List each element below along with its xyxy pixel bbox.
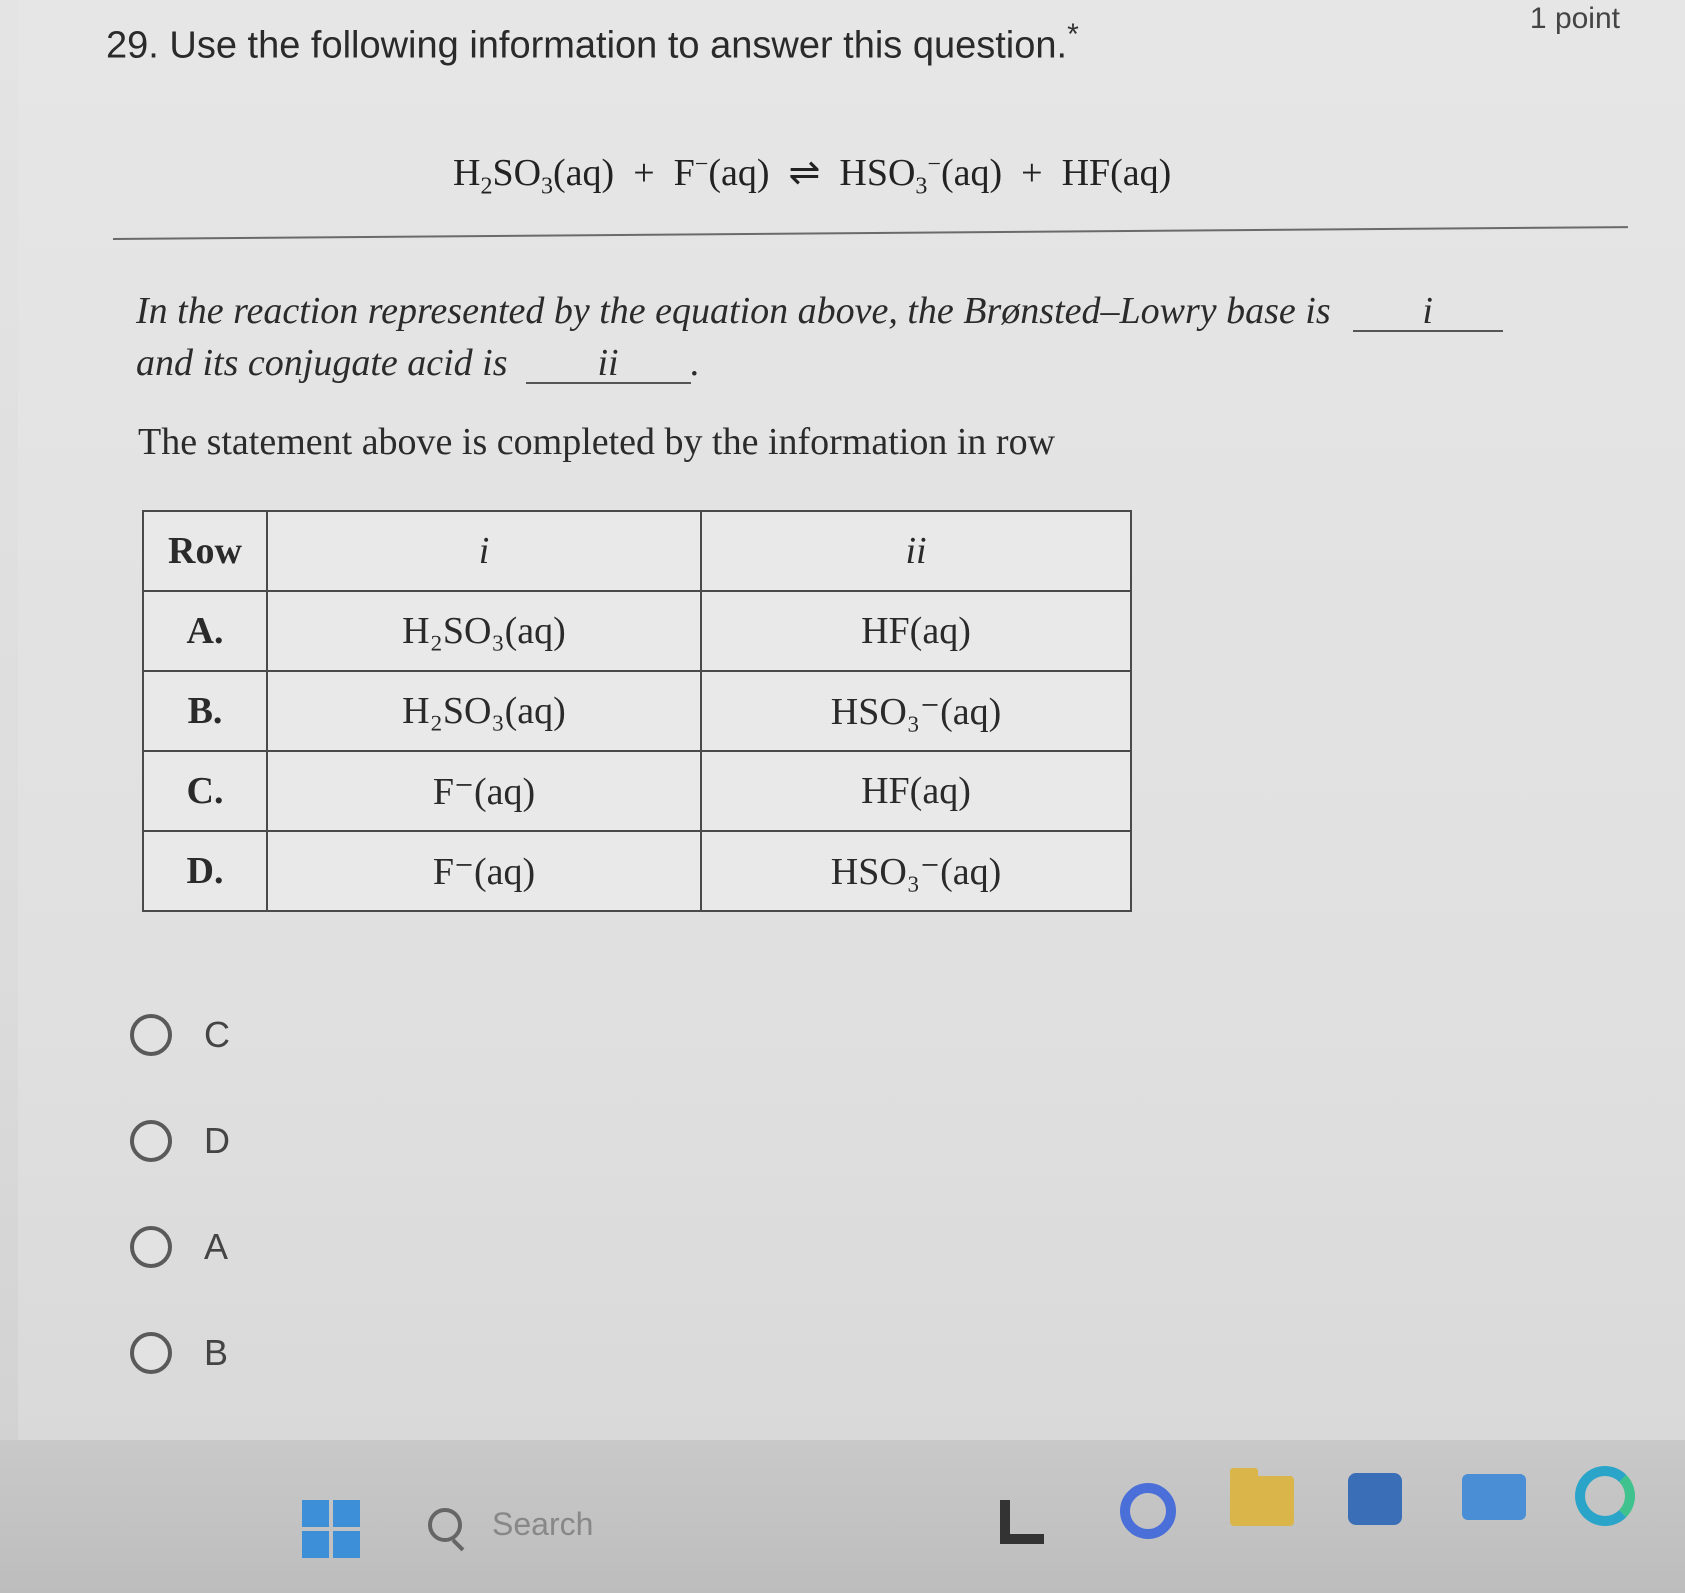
option-label: A	[204, 1226, 229, 1267]
eq-sub: 2	[480, 173, 493, 200]
taskbar-search-input[interactable]: Search	[492, 1506, 594, 1542]
taskbar	[0, 1440, 1685, 1593]
cell-i: H₂SO₃(aq)	[267, 671, 701, 751]
eq-sup: −	[927, 151, 941, 178]
radio-button[interactable]	[130, 1332, 172, 1374]
store-icon[interactable]	[1348, 1473, 1402, 1525]
cell-i: F⁻(aq)	[267, 751, 701, 831]
statement-text: The statement above is completed by the information in row	[138, 421, 1056, 463]
option-label: D	[204, 1120, 230, 1161]
eq-plus: +	[1021, 152, 1043, 194]
prompt-text: and its conjugate acid is	[136, 342, 508, 384]
cell-ii: HSO₃⁻(aq)	[701, 671, 1131, 751]
divider	[113, 226, 1628, 240]
question-title-text: 29. Use the following information to answer this question.	[106, 24, 1068, 67]
answer-options	[130, 982, 230, 1406]
eq-sub: 3	[915, 173, 928, 200]
chat-app-icon[interactable]	[1120, 1483, 1176, 1539]
radio-button[interactable]	[130, 1226, 172, 1268]
eq-term: H	[453, 152, 481, 194]
option-a[interactable]	[130, 1194, 230, 1300]
file-explorer-icon[interactable]	[1230, 1476, 1294, 1526]
eq-term: F	[673, 152, 695, 194]
radio-button[interactable]	[130, 1014, 172, 1056]
option-d[interactable]	[130, 1088, 230, 1194]
row-label: C.	[143, 751, 267, 831]
chemical-equation	[453, 150, 1171, 201]
row-label: B.	[143, 671, 267, 751]
header-i: i	[267, 511, 701, 591]
answer-table	[142, 510, 1132, 912]
equilibrium-arrow: ⇌	[788, 152, 821, 194]
search-icon[interactable]	[428, 1508, 462, 1542]
table-row	[143, 751, 1131, 831]
edge-browser-icon[interactable]	[1575, 1466, 1635, 1526]
option-label: B	[204, 1332, 229, 1373]
table-row	[143, 831, 1131, 911]
blank-i: i	[1353, 292, 1503, 332]
cell-ii: HSO₃⁻(aq)	[701, 831, 1131, 911]
table-row	[143, 591, 1131, 671]
cell-i: F⁻(aq)	[267, 831, 701, 911]
question-title	[106, 18, 1079, 68]
mail-icon[interactable]	[1462, 1474, 1526, 1520]
eq-term: HSO	[839, 152, 916, 194]
header-ii: ii	[701, 511, 1131, 591]
table-row	[143, 671, 1131, 751]
eq-state: (aq)	[553, 152, 615, 194]
points-label: 1 point	[1529, 2, 1620, 35]
cell-i: H₂SO₃(aq)	[267, 591, 701, 671]
radio-button[interactable]	[130, 1120, 172, 1162]
question-prompt	[136, 285, 1636, 389]
row-label: D.	[143, 831, 267, 911]
option-c[interactable]	[130, 982, 230, 1088]
table-header-row	[143, 511, 1131, 591]
row-label: A.	[143, 591, 267, 671]
eq-state: (aq)	[708, 152, 770, 194]
prompt-period: .	[690, 342, 701, 384]
option-label: C	[204, 1014, 230, 1055]
eq-sub: 3	[541, 173, 554, 200]
cell-ii: HF(aq)	[701, 591, 1131, 671]
required-mark: *	[1067, 18, 1079, 51]
eq-state: (aq)	[940, 152, 1003, 194]
eq-plus: +	[633, 152, 655, 194]
header-row: Row	[143, 511, 267, 591]
question-card	[18, 0, 1685, 1440]
cell-ii: HF(aq)	[701, 751, 1131, 831]
eq-term: HF(aq)	[1061, 152, 1172, 194]
eq-sup: −	[694, 151, 709, 178]
lens-app-icon[interactable]	[1000, 1500, 1044, 1544]
option-b[interactable]	[130, 1300, 230, 1406]
windows-start-icon[interactable]	[302, 1500, 360, 1558]
eq-term: SO	[492, 152, 542, 194]
blank-ii: ii	[526, 344, 691, 384]
prompt-text: In the reaction represented by the equation above, the Brønsted–Lowry base is	[136, 290, 1331, 332]
